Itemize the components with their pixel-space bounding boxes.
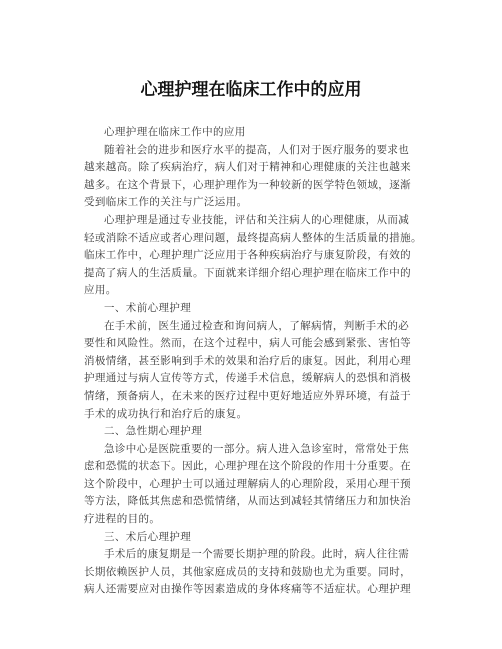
paragraph-line: 要性和风险性。然而，在这个过程中，病人可能会感到紧张、害怕等: [84, 337, 411, 350]
paragraph-line: 急诊中心是医院重要的一部分。病人进入急诊室时，常常处于焦: [104, 442, 410, 455]
paragraph-line: 消极情绪，甚至影响到手术的效果和治疗后的康复。因此，利用心理: [84, 354, 411, 367]
paragraph-line: 提高了病人的生活质量。下面就来详细介绍心理护理在临床工作中的: [84, 266, 411, 279]
paragraph-line: 等方法，降低其焦虑和恐慌情绪，从而达到减轻其情绪压力和加快治: [84, 495, 411, 508]
paragraph-line: 随着社会的进步和医疗水平的提高，人们对于医疗服务的要求也: [104, 143, 410, 156]
paragraph-line: 疗进程的目的。: [84, 513, 161, 526]
document-title: 心理护理在临床工作中的应用: [140, 80, 362, 100]
paragraph-line: 越多。在这个背景下，心理护理作为一种较新的医学特色领域，逐渐: [84, 178, 411, 191]
document-body: [84, 124, 434, 599]
paragraph-line: 越来越高。除了疾病治疗，病人们对于精神和心理健康的关注也越来: [84, 161, 411, 174]
paragraph-line: 护理通过与病人宣传等方式，传递手术信息，缓解病人的恐惧和消极: [84, 372, 411, 385]
paragraph-line: 二、急性期心理护理: [104, 425, 203, 438]
paragraph-line: 手术后的康复期是一个需要长期护理的阶段。此时，病人往往需: [104, 548, 410, 561]
paragraph-line: 一、术前心理护理: [104, 301, 192, 314]
paragraph-line: 受到临床工作的关注与广泛运用。: [84, 196, 248, 209]
paragraph-line: 虑和恐慌的状态下。因此，心理护理在这个阶段的作用十分重要。在: [84, 460, 411, 473]
paragraph-line: 临床工作中，心理护理广泛应用于各种疾病治疗与康复阶段，有效的: [84, 249, 411, 262]
paragraph-line: 这个阶段中，心理护士可以通过理解病人的心理阶段，采用心理干预: [84, 477, 411, 490]
paragraph-line: 手术的成功执行和治疗后的康复。: [84, 407, 248, 420]
paragraph-line: 心理护理在临床工作中的应用: [104, 126, 246, 138]
paragraph-line: 三、术后心理护理: [104, 530, 192, 543]
paragraph-line: 病人还需要应对由操作等因素造成的身体疼痛等不适症状。心理护理: [84, 583, 411, 596]
paragraph-line: 轻或消除不适应或者心理问题，最终提高病人整体的生活质量的措施。: [84, 231, 422, 244]
paragraph-line: 在手术前，医生通过检查和询问病人，了解病情，判断手术的必: [104, 319, 410, 332]
paragraph-line: 应用。: [84, 284, 117, 297]
paragraph-line: 长期依赖医护人员，其他家庭成员的支持和鼓励也尤为重要。同时，: [84, 565, 411, 578]
paragraph-line: 心理护理是通过专业技能，评估和关注病人的心理健康，从而减: [104, 213, 410, 226]
paragraph-line: 情绪，预备病人，在未来的医疗过程中更好地适应外界环境，有益于: [84, 389, 411, 402]
